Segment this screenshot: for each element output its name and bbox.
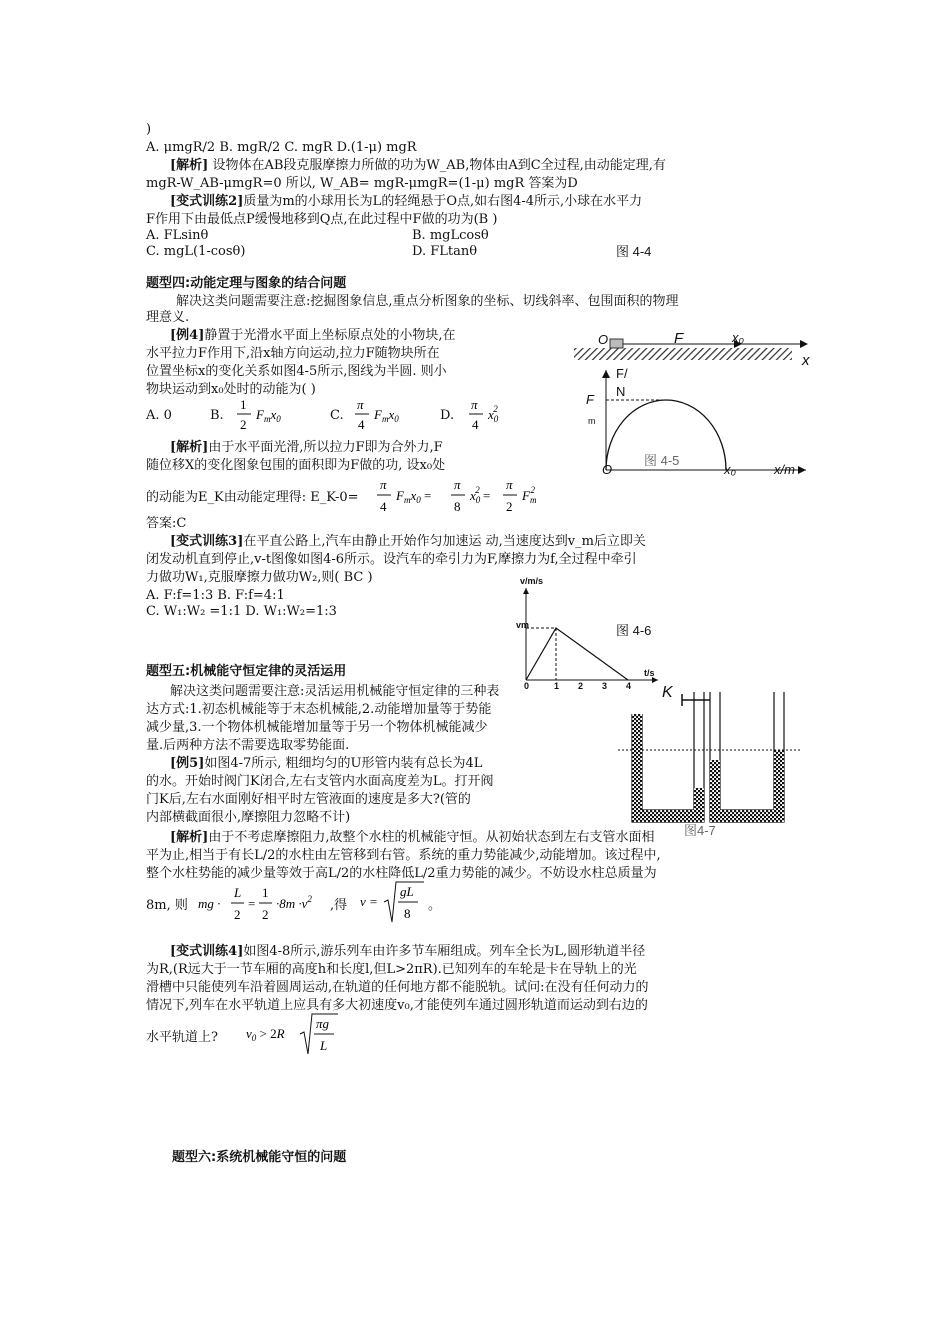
valve-label: K	[662, 684, 673, 701]
force-label: F	[674, 330, 684, 347]
exercise-line	[170, 194, 642, 210]
formula-body: $x_02$	[488, 404, 499, 424]
frac-den: 8	[454, 499, 461, 514]
x-axis-label: x/m	[774, 462, 795, 477]
frac-num: 1	[262, 885, 269, 900]
formula-body: mg ·	[198, 896, 221, 911]
fm-sub: m	[588, 416, 596, 426]
text-line: 的水。开始时阀门K闭合,左右支管内水面高度差为L。打开阀	[146, 774, 494, 789]
frac-num: L	[234, 885, 242, 900]
tag: [变式训练2]	[170, 194, 244, 209]
tag: [变式训练3]	[170, 534, 244, 549]
frac-den: L	[320, 1038, 328, 1053]
x-axis-label: x	[802, 352, 810, 369]
text: 质量为m的小球用长为L的轻绳悬于O点,如右图4-4所示,小球在水平力	[243, 194, 643, 209]
section-heading: 题型四:动能定理与图象的结合问题	[146, 276, 347, 291]
formula-body: $F_m2$	[522, 485, 537, 505]
y-unit-label: F/	[616, 366, 628, 381]
frac-num: π	[506, 477, 513, 492]
water-right-tube	[710, 750, 784, 822]
y-unit-n: N	[616, 384, 626, 399]
text-line: )	[146, 122, 152, 137]
text-line: 滑槽中只能使列车沿着圆周运动,在轨道的任何地方都不能脱轨。试问:在没有任何动力的	[146, 980, 649, 995]
option-b: B.	[210, 408, 224, 423]
frac-den: 8	[404, 906, 411, 921]
option-d: D. FLtanθ	[412, 244, 478, 259]
option-b: B. mgLcosθ	[412, 228, 489, 243]
example-line	[170, 328, 456, 344]
text-line: 解决这类问题需要注意:挖掘图象信息,重点分析图象的坐标、切线斜率、包围面积的物理	[176, 294, 679, 309]
water-left-tube	[632, 714, 704, 822]
figure-caption: 图 4-6	[616, 623, 652, 638]
text-line: 为R,(R远大于一节车厢的高度h和长度l,但L>2πR).已知列车的车轮是卡在导轨上的光	[146, 962, 637, 977]
tick-label: 3	[602, 681, 608, 691]
text-line: 随位移X的变化图象包围的面积即为F做的功, 设x₀处	[146, 458, 446, 473]
text-line: 的动能为E_K由动能定理得: E_K-0=	[146, 490, 359, 505]
frac-den: 4	[380, 499, 387, 514]
answer-line: 答案:C	[146, 516, 187, 531]
text-line: 理意义.	[146, 310, 190, 325]
frac-den: 2	[240, 417, 247, 432]
text-line: 平为止,相当于有长L/2的水柱由左管移到右管。系统的重力势能减少,动能增加。该过程中,	[146, 848, 661, 863]
frac-num: 1	[240, 397, 247, 412]
frac-num: π	[380, 477, 387, 492]
origin-label: O	[598, 332, 609, 347]
option-a: A. FLsinθ	[146, 228, 209, 243]
tag: [例5]	[170, 756, 205, 771]
vt-line	[526, 628, 628, 680]
text: 静置于光滑水平面上坐标原点处的小物块,在	[204, 328, 456, 343]
text: 由于水平面光滑,所以拉力F即为合外力,F	[208, 440, 443, 455]
figure-caption: 图 4-4	[616, 244, 652, 259]
example-line	[170, 756, 482, 772]
text-line: 力做功W₁,克服摩擦力做功W₂,则( BC )	[146, 570, 373, 585]
text: 如图4-8所示,游乐列车由许多节车厢组成。列车全长为L,圆形轨道半径	[243, 944, 646, 959]
option-c: C.	[330, 408, 344, 423]
tag: [解析]	[170, 158, 209, 173]
text-line: 水平拉力F作用下,沿x轴方向运动,拉力F随物块所在	[146, 346, 440, 361]
text-line: 解决这类问题需要注意:灵活运用机械能守恒定律的三种表	[170, 684, 500, 699]
text-line: 位置坐标x的变化关系如图4-5所示,图线为半圆. 则小	[146, 364, 447, 379]
formula-energy	[196, 882, 346, 928]
option-c: C. mgL(1-cosθ)	[146, 244, 246, 259]
figure-caption: 图 4-5	[644, 453, 680, 468]
option-d: D.	[440, 408, 455, 423]
text-line: 量.后两种方法不需要选取零势能面.	[146, 738, 350, 753]
figure-4-7	[618, 682, 802, 838]
formula-velocity	[358, 878, 428, 928]
text-line: 内部横截面很小,摩擦阻力忽略不计)	[146, 810, 351, 825]
formula-ek	[374, 474, 564, 520]
figure-4-6	[516, 576, 666, 691]
section-heading: 题型六:系统机械能守恒的问题	[172, 1150, 347, 1165]
option-line: C. W₁:W₂ =1:1 D. W₁:W₂=1:3	[146, 604, 337, 619]
x0-label: x₀	[732, 330, 744, 345]
frac-den: 4	[358, 417, 365, 432]
formula-body: $\cdot 8m \cdot v^2$	[276, 894, 312, 911]
frac-num: π	[357, 397, 364, 412]
text: 由于不考虑摩擦阻力,故整个水柱的机械能守恒。从初始状态到左右支管水面相	[208, 830, 655, 845]
exercise-line	[170, 944, 645, 960]
formula-body: $F_mx_0$	[374, 407, 399, 424]
formula-body: $F_mx_0$	[256, 407, 281, 424]
tag: [解析]	[170, 830, 209, 845]
section-heading: 题型五:机械能守恒定律的灵活运用	[146, 664, 347, 679]
text-line: 减少量,3.一个物体机械能增加量等于另一个物体机械能减少	[146, 720, 488, 735]
formula-d	[466, 394, 516, 438]
tick-label: 2	[578, 681, 584, 691]
formula-body: =	[248, 896, 256, 911]
x0-label: x₀	[724, 462, 736, 477]
x-axis-label: t/s	[644, 668, 655, 678]
formula-body: $F_mx_0$ =	[396, 488, 432, 505]
text-line: 整个水柱势能的减少量等效于高L/2的水柱降低L/2重力势能的减少。不妨设水柱总质量为	[146, 866, 657, 881]
tick-label: 4	[626, 681, 632, 691]
frac-num: π	[471, 397, 478, 412]
formula-v0	[244, 1010, 344, 1058]
analysis-line	[170, 830, 654, 846]
text-line: 。	[428, 898, 442, 913]
fm-label: F	[586, 392, 594, 407]
y-axis-label: v/m/s	[520, 576, 544, 586]
frac-den: 2	[262, 907, 269, 922]
analysis-line	[170, 440, 443, 456]
tag: [变式训练4]	[170, 944, 244, 959]
text-line: 闭发动机直到停止,v-t图像如图4-6所示。设汽车的牵引力为F,摩擦力为f,全过程中牵引	[146, 552, 637, 567]
text-line: F作用下由最低点P缓慢地移到Q点,在此过程中F做的功为(B )	[146, 212, 498, 227]
vm-label: vm	[516, 620, 530, 630]
text-line: ,得	[330, 898, 348, 913]
frac-den: 2	[234, 907, 241, 922]
text-line: 水平轨道上?	[146, 1030, 218, 1045]
text: 设物体在AB段克服摩擦力所做的功为W_AB,物体由A到C全过程,由动能定理,有	[208, 158, 666, 173]
origin-label: O	[602, 462, 613, 477]
text: 如图4-7所示, 粗细均匀的U形管内装有总长为4L	[204, 756, 483, 771]
text: 在平直公路上,汽车由静止开始作匀加速运 动,当速度达到v_m后立即关	[243, 534, 646, 549]
formula-body: v =	[360, 894, 378, 909]
formula-body: $v_0 > 2R$	[246, 1026, 285, 1043]
frac-num: π	[454, 477, 461, 492]
formula-body: $x_02$ =	[470, 485, 491, 505]
text-line: 情况下,列车在水平轨道上应具有多大初速度v₀,才能使列车通过圆形轨道而运动到右边的	[146, 998, 648, 1013]
frac-den: 4	[472, 417, 479, 432]
text-line: mgR-W_AB-μmgR=0 所以, W_AB= mgR-μmgR=(1-μ) mgR 答案为D	[146, 176, 578, 191]
tag: [解析]	[170, 440, 209, 455]
figure-caption: 图4-7	[684, 823, 716, 838]
options-line: A. μmgR/2 B. mgR/2 C. mgR D.(1-μ) mgR	[146, 140, 417, 155]
frac-num: gL	[400, 884, 414, 899]
formula-c	[352, 394, 422, 438]
figure-4-5	[574, 328, 810, 478]
text-line: 物块运动到x₀处时的动能为( )	[146, 382, 316, 397]
ground-hatch	[574, 348, 792, 360]
tick-label: 0	[524, 681, 530, 691]
frac-den: 2	[506, 499, 513, 514]
formula-b	[234, 394, 304, 438]
text-line: 达方式:1.初态机械能等于末态机械能,2.动能增加量等于势能	[146, 702, 492, 717]
exercise-line	[170, 534, 646, 550]
tag: [例4]	[170, 328, 205, 343]
frac-num: πg	[316, 1016, 330, 1031]
analysis-line	[170, 158, 666, 174]
block	[610, 339, 623, 348]
option-a: A. 0	[146, 408, 172, 423]
text-line: 门K后,左右水面刚好相平时左管液面的速度是多大?(管的	[146, 792, 471, 807]
tick-label: 1	[554, 681, 560, 691]
text-line: 8m, 则	[146, 898, 188, 913]
option-line: A. F:f=1:3 B. F:f=4:1	[146, 588, 285, 603]
